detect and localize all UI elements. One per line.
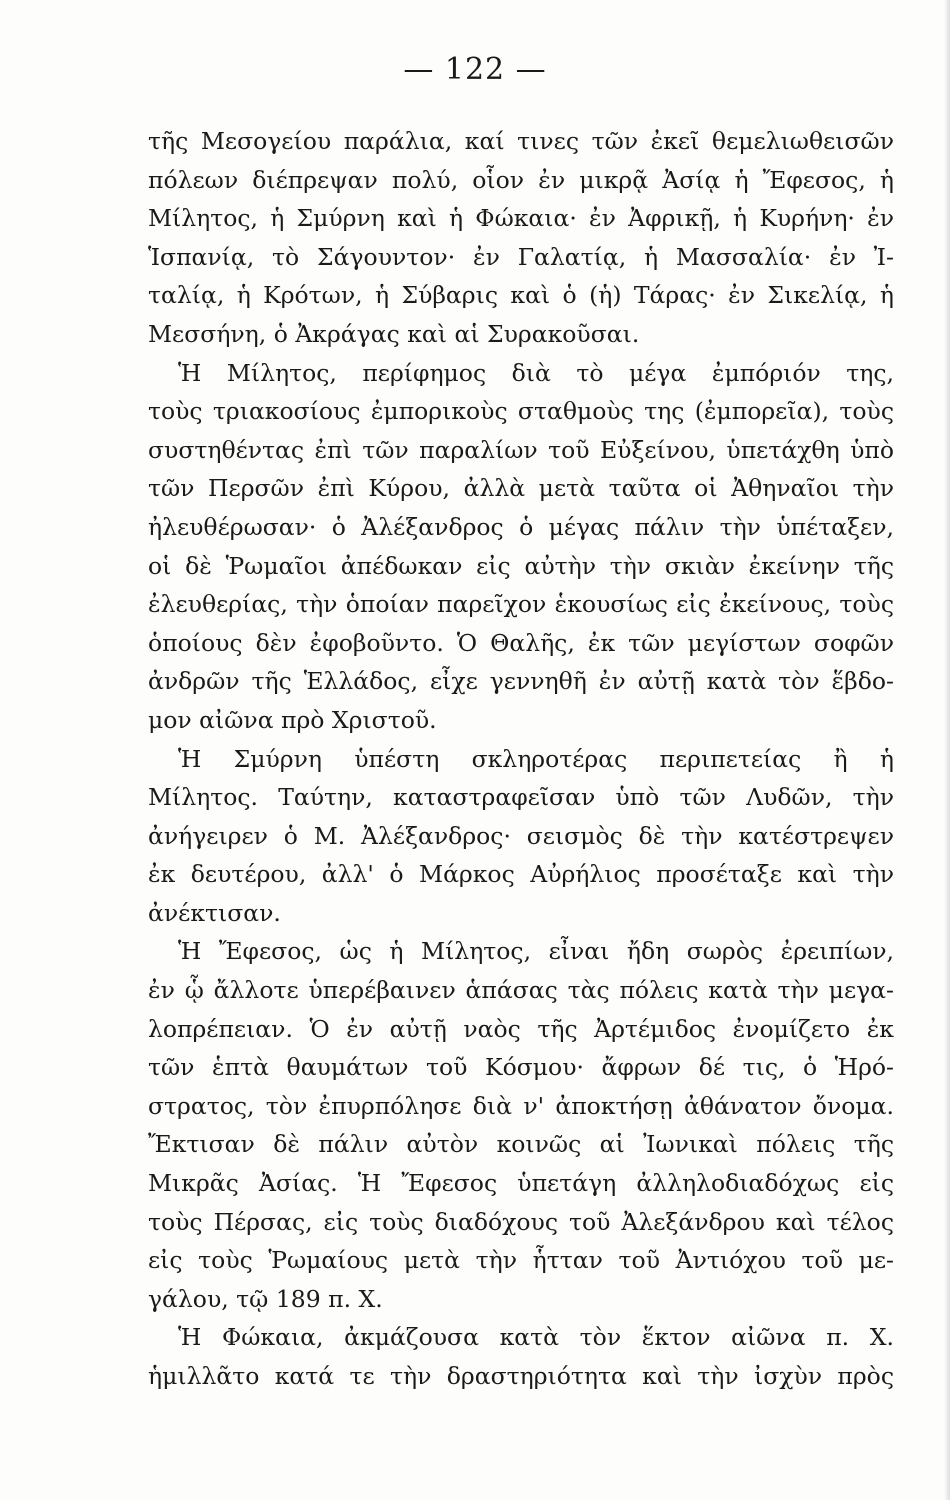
text-line: συστηθέντας ἐπὶ τῶν παραλίων τοῦ Εὐξείνου, ὑπετάχθη ὑπὸ: [148, 435, 894, 464]
body-text: [148, 122, 894, 1396]
text-line: ἐκ δευτέρου, ἀλλ' ὁ Μάρκος Αὐρήλιος προσέταξε καὶ τὴν: [148, 860, 894, 889]
text-line: Ἱσπανίᾳ, τὸ Σάγουντον· ἐν Γαλατίᾳ, ἡ Μασσαλία· ἐν Ἰ-: [148, 242, 894, 271]
text-line: τοὺς τριακοσίους ἐμπορικοὺς σταθμοὺς της (ἐμπορεῖα), τοὺς: [148, 397, 894, 426]
page-edge-shadow: [944, 0, 950, 1500]
text-line: ὁποίους δὲν ἐφοβοῦντο. Ὁ Θαλῆς, ἐκ τῶν μεγίστων σοφῶν: [148, 628, 894, 657]
text-line: λοπρέπειαν. Ὁ ἐν αὐτῇ ναὸς τῆς Ἀρτέμιδος ἐνομίζετο ἐκ: [148, 1014, 894, 1043]
text-line: Ἡ Μίλητος, περίφημος διὰ τὸ μέγα ἐμπόριόν της,: [178, 358, 894, 387]
text-line: στρατος, τὸν ἐπυρπόλησε διὰ ν' ἀποκτήσῃ ἀθάνατον ὄνομα.: [148, 1091, 894, 1120]
text-line: μον αἰῶνα πρὸ Χριστοῦ.: [148, 705, 437, 734]
text-line: Μίλητος, ἡ Σμύρνη καὶ ἡ Φώκαια· ἐν Ἀφρικῇ, ἡ Κυρήνη· ἐν: [148, 204, 894, 233]
text-line: εἰς τοὺς Ῥωμαίους μετὰ τὴν ἧτταν τοῦ Ἀντιόχου τοῦ με-: [148, 1246, 894, 1275]
text-line: τοὺς Πέρσας, εἰς τοὺς διαδόχους τοῦ Ἀλεξάνδρου καὶ τέλος: [148, 1207, 894, 1236]
text-line: Μεσσήνη, ὁ Ἀκράγας καὶ αἱ Συρακοῦσαι.: [148, 319, 640, 348]
text-line: ἡμιλλᾶτο κατά τε τὴν δραστηριότητα καὶ τὴν ἰσχὺν πρὸς: [148, 1362, 894, 1390]
text-line: ἠλευθέρωσαν· ὁ Ἀλέξανδρος ὁ μέγας πάλιν τὴν ὑπέταξεν,: [148, 512, 894, 541]
text-line: οἱ δὲ Ῥωμαῖοι ἀπέδωκαν εἰς αὐτὴν τὴν σκιὰν ἐκείνην τῆς: [148, 551, 894, 580]
text-line: πόλεων διέπρεψαν πολύ, οἷον ἐν μικρᾷ Ἀσίᾳ ἡ Ἔφεσος, ἡ: [148, 165, 894, 194]
text-line: ἀνέκτισαν.: [148, 898, 281, 927]
text-line: ἐλευθερίας, τὴν ὁποίαν παρεῖχον ἑκουσίως εἰς ἐκείνους, τοὺς: [148, 590, 894, 619]
text-line: τῆς Μεσογείου παράλια, καί τινες τῶν ἐκεῖ θεμελιωθεισῶν: [148, 127, 894, 155]
text-line: Ἔκτισαν δὲ πάλιν αὐτὸν κοινῶς αἱ Ἰωνικαὶ πόλεις τῆς: [148, 1130, 894, 1159]
text-line: τῶν ἑπτὰ θαυμάτων τοῦ Κόσμου· ἄφρων δέ τις, ὁ Ἡρό-: [148, 1053, 894, 1082]
text-line: Ἡ Σμύρνη ὑπέστη σκληροτέρας περιπετείας ἢ ἡ: [178, 744, 894, 773]
text-line: ἐν ᾧ ἄλλοτε ὑπερέβαινεν ἁπάσας τὰς πόλεις κατὰ τὴν μεγα-: [148, 976, 894, 1005]
text-line: Ἡ Ἔφεσος, ὡς ἡ Μίλητος, εἶναι ἤδη σωρὸς ἐρειπίων,: [178, 937, 894, 966]
text-line: γάλου, τῷ 189 π. Χ.: [148, 1284, 383, 1313]
text-line: Μικρᾶς Ἀσίας. Ἡ Ἔφεσος ὑπετάγη ἀλληλοδιαδόχως εἰς: [148, 1169, 894, 1198]
text-line: Ἡ Φώκαια, ἀκμάζουσα κατὰ τὸν ἕκτον αἰῶνα π. Χ.: [178, 1323, 894, 1352]
text-line: Μίλητος. Ταύτην, καταστραφεῖσαν ὑπὸ τῶν Λυδῶν, τὴν: [148, 783, 894, 812]
page-number: — 122 —: [403, 52, 547, 87]
text-line: ἀνήγειρεν ὁ Μ. Ἀλέξανδρος· σεισμὸς δὲ τὴν κατέστρεψεν: [148, 821, 894, 850]
text-line: ἀνδρῶν τῆς Ἑλλάδος, εἶχε γεννηθῆ ἐν αὐτῇ κατὰ τὸν ἕβδο-: [148, 667, 894, 696]
text-line: τῶν Περσῶν ἐπὶ Κύρου, ἀλλὰ μετὰ ταῦτα οἱ Ἀθηναῖοι τὴν: [148, 474, 894, 503]
text-line: ταλίᾳ, ἡ Κρότων, ἡ Σύβαρις καὶ ὁ (ἡ) Τάρας· ἐν Σικελίᾳ, ἡ: [148, 281, 894, 310]
